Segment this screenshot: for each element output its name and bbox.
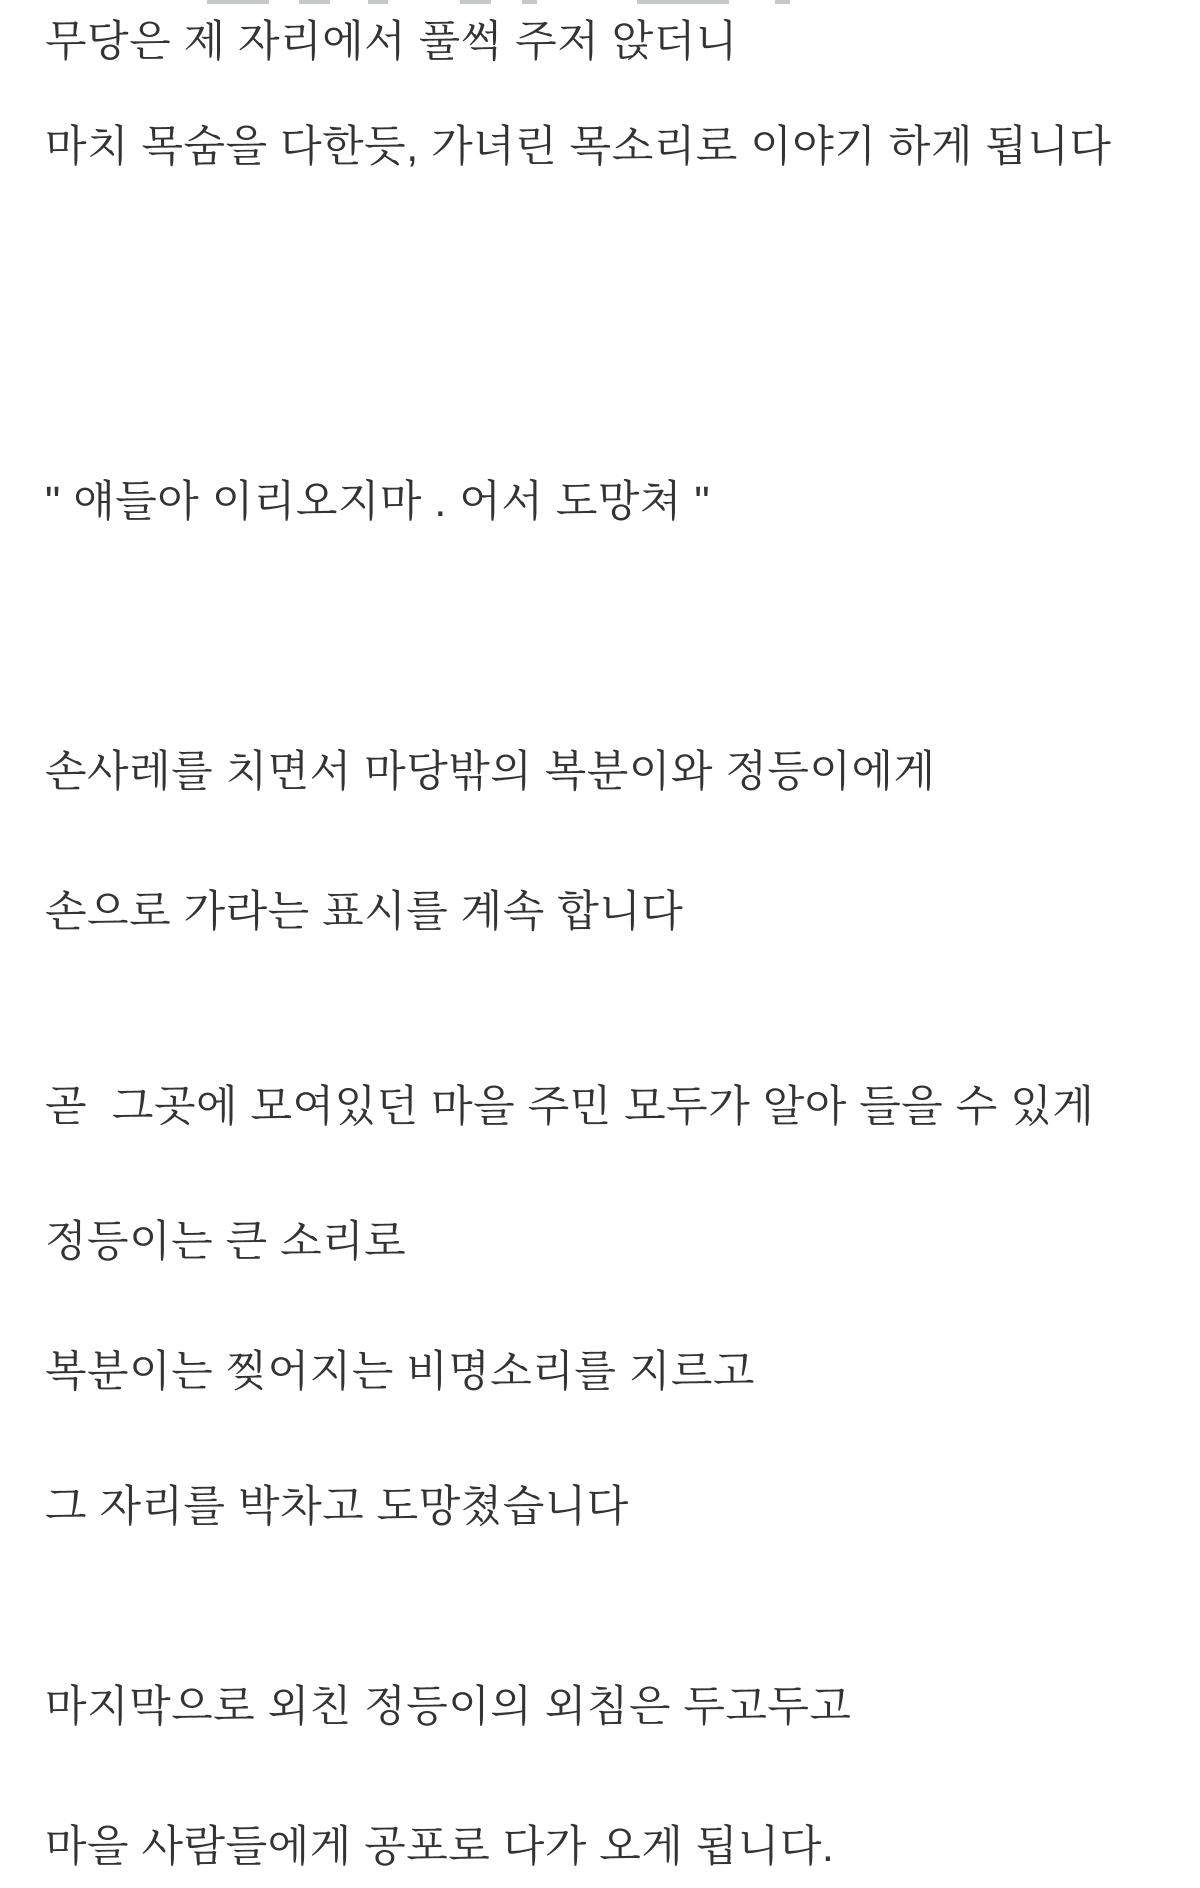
- story-paragraph: 곧 그곳에 모여있던 마을 주민 모두가 알아 들을 수 있게: [45, 1083, 1095, 1131]
- cutoff-text-fragment: [637, 0, 729, 4]
- story-paragraph: 손사레를 치면서 마당밖의 복분이와 정등이에게: [45, 748, 936, 796]
- story-paragraph: 그 자리를 박차고 도망쳤습니다: [45, 1483, 629, 1531]
- story-paragraph: 마치 목숨을 다한듯, 가녀린 목소리로 이야기 하게 됩니다: [45, 123, 1112, 171]
- cutoff-text-fragment: [460, 0, 491, 4]
- cutoff-text-fragment: [207, 0, 269, 4]
- cutoff-text-remnant: [0, 0, 1200, 5]
- cutoff-text-fragment: [522, 0, 537, 4]
- dialogue-line: " 얘들아 이리오지마 . 어서 도망쳐 ": [45, 478, 711, 526]
- cutoff-text-fragment: [299, 0, 330, 4]
- story-paragraph: 복분이는 찢어지는 비명소리를 지르고: [45, 1348, 755, 1396]
- story-paragraph: 정등이는 큰 소리로: [45, 1218, 407, 1266]
- cutoff-text-fragment: [775, 0, 790, 4]
- story-paragraph: 무당은 제 자리에서 풀썩 주저 앉더니: [45, 18, 738, 66]
- cutoff-text-fragment: [368, 0, 388, 4]
- story-paragraph: 마지막으로 외친 정등이의 외침은 두고두고: [45, 1683, 852, 1731]
- story-paragraph: 마을 사람들에게 공포로 다가 오게 됩니다.: [45, 1823, 835, 1871]
- story-paragraph: 손으로 가라는 표시를 계속 합니다: [45, 888, 684, 936]
